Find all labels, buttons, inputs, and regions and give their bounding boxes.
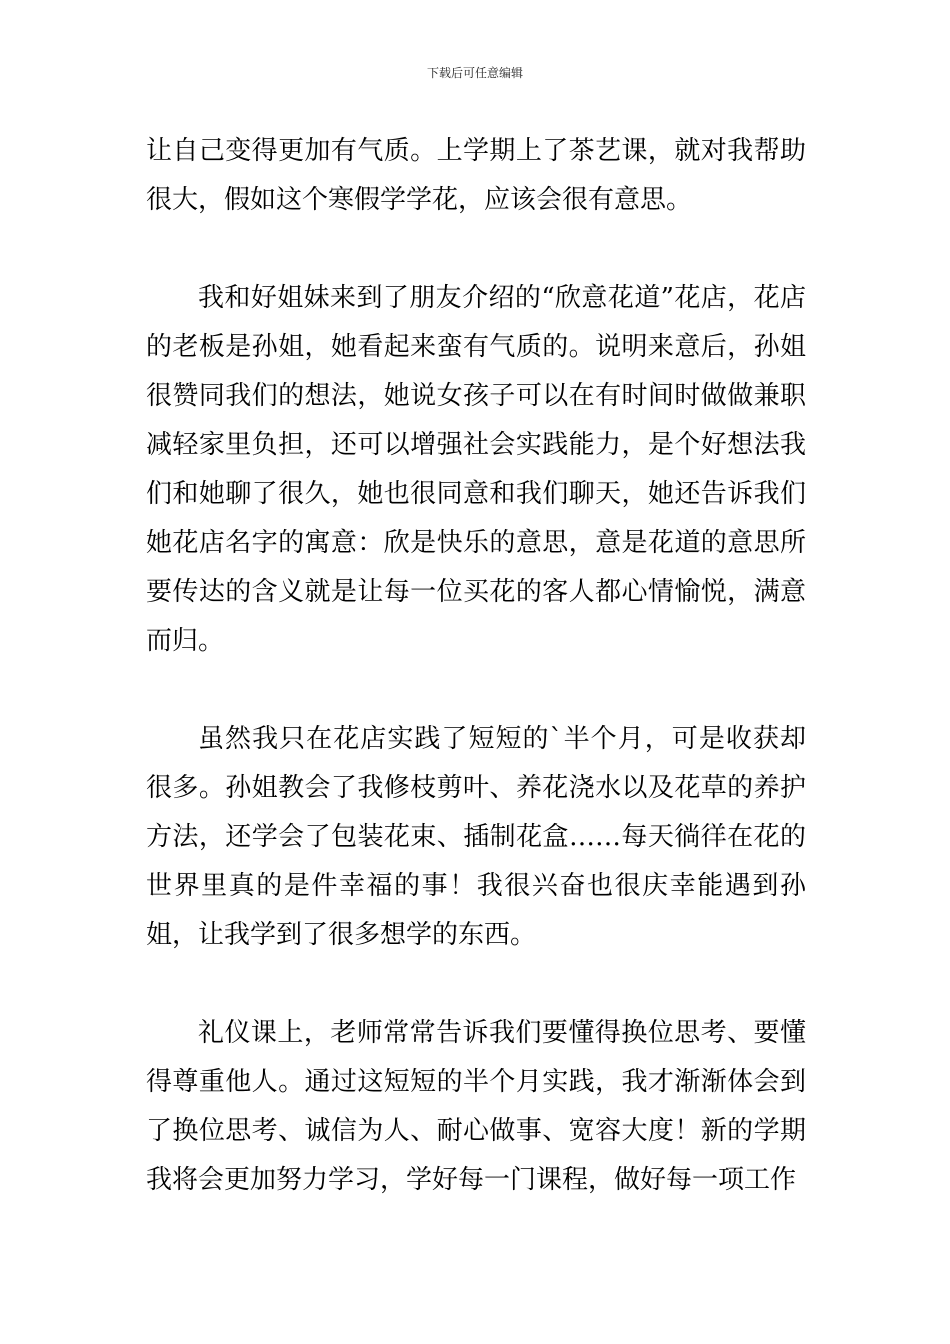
paragraph-3: 虽然我只在花店实践了短短的`半个月，可是收获却很多。孙姐教会了我修枝剪叶、养花浇水以及花草的养护方法，还学会了包装花束、插制花盒……每天徜徉在花的世界里真的是件幸福的事！我很兴奋也很庆幸能遇到孙姐，让我学到了很多想学的东西。 (146, 724, 806, 950)
paragraph-gap (146, 225, 806, 274)
paragraph-4: 礼仪课上，老师常常告诉我们要懂得换位思考、要懂得尊重他人。通过这短短的半个月实践，我才渐渐体会到了换位思考、诚信为人、耐心做事、宽容大度！新的学期我将会更加努力学习，学好每一门课程，做好每一项工作 (146, 1018, 806, 1195)
paragraph-gap (146, 666, 806, 715)
document-body (146, 127, 806, 1205)
paragraph-1: 让自己变得更加有气质。上学期上了茶艺课，就对我帮助很大，假如这个寒假学学花，应该会很有意思。 (146, 136, 806, 215)
paragraph-2: 我和好姐妹来到了朋友介绍的“欣意花道”花店，花店的老板是孙姐，她看起来蛮有气质的。说明来意后，孙姐很赞同我们的想法，她说女孩子可以在有时间时做做兼职减轻家里负担，还可以增强社会实践能力，是个好想法我们和她聊了很久，她也很同意和我们聊天，她还告诉我们她花店名字的寓意：欣是快乐的意思，意是花道的意思所要传达的含义就是让每一位买花的客人都心情愉悦，满意而归。 (146, 283, 806, 656)
page-header: 下载后可任意编辑 (426, 66, 523, 80)
paragraph-gap (146, 960, 806, 1009)
